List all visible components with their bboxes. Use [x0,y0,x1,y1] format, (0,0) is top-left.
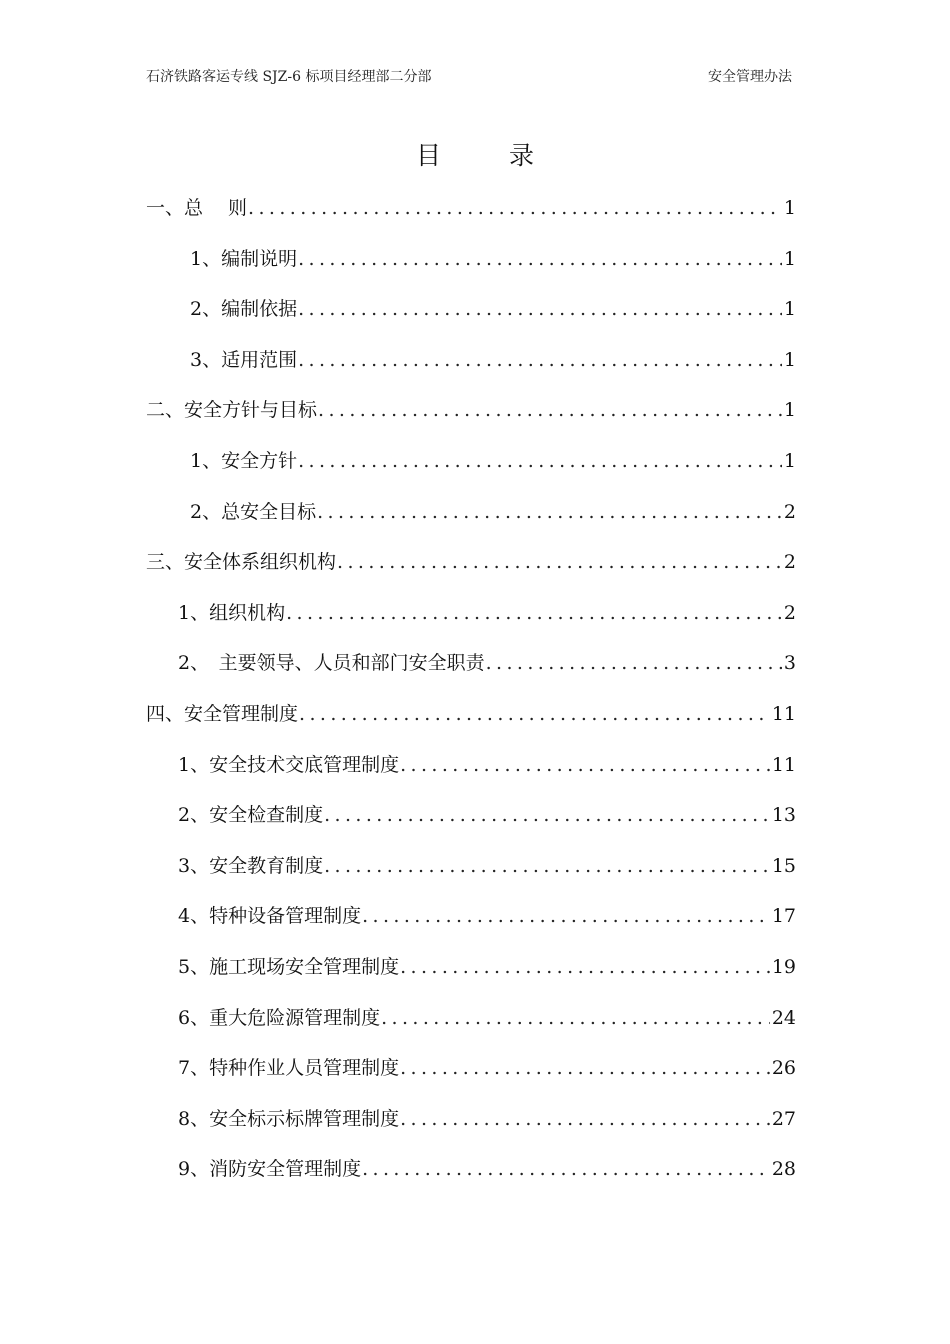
toc-dot-leader [324,848,770,884]
toc-dot-leader [298,342,782,378]
toc-entry-label: 8、安全标示标牌管理制度 [178,1107,400,1130]
toc-entry-page-number: 3 [783,652,796,675]
toc-dot-leader [298,291,782,327]
toc-entry[interactable] [178,797,796,833]
toc-entry[interactable] [178,949,796,985]
toc-entry-label: 5、施工现场安全管理制度 [178,956,400,978]
toc-entry-page-number: 19 [771,956,796,978]
toc-dot-leader [400,747,770,783]
toc-entry-label: 1、安全技术交底管理制度 [178,753,400,776]
toc-entry-label: 1、组织机构 [178,601,286,624]
toc-dot-leader [298,241,782,277]
header-right-text: 安全管理办法 [708,69,792,85]
toc-entry[interactable] [178,595,796,631]
toc-entry[interactable] [146,190,796,226]
toc-entry-label: 四、安全管理制度 [146,703,299,725]
toc-entry[interactable] [190,494,796,530]
toc-dot-leader [324,797,770,833]
toc-dot-leader [318,392,782,428]
toc-entry-label: 6、重大危险源管理制度 [178,1006,381,1029]
toc-entry-label: 3、适用范围 [190,348,298,371]
toc-entry[interactable] [146,392,796,428]
toc-entry[interactable] [190,342,796,378]
toc-entry[interactable] [190,241,796,277]
toc-entry-label: 二、安全方针与目标 [146,399,318,422]
toc-entry-label: 三、安全体系组织机构 [146,551,337,574]
toc-dot-leader [317,494,782,530]
toc-entry-label: 1、编制说明 [190,247,298,270]
toc-entry[interactable] [178,747,796,783]
toc-dot-leader [400,949,770,985]
toc-dot-leader [298,443,782,479]
toc-entry-page-number: 24 [771,1006,796,1029]
toc-entry[interactable] [190,443,796,479]
toc-entry-page-number: 1 [783,247,796,270]
toc-entry-page-number: 2 [783,601,796,624]
toc-entry-page-number: 1 [783,399,796,422]
toc-entry-page-number: 26 [771,1057,796,1080]
toc-entry[interactable] [178,645,796,681]
toc-title: 目 录 [416,141,564,170]
toc-entry-label: 3、安全教育制度 [178,854,324,877]
toc-entry-page-number: 2 [783,500,796,523]
toc-entry-page-number: 1 [783,348,796,371]
toc-entry-label: 2、总安全目标 [190,500,317,523]
toc-dot-leader [486,645,782,681]
toc-entry-page-number: 27 [771,1107,796,1130]
toc-entry[interactable] [178,1101,796,1137]
toc-entry-page-number: 2 [783,551,796,574]
toc-entry[interactable] [178,898,796,934]
toc-entry-page-number: 1 [783,450,796,472]
toc-entry-label: 2、 主要领导、人员和部门安全职责 [178,652,485,675]
toc-dot-leader [362,1151,770,1187]
toc-entry[interactable] [178,1000,796,1036]
toc-entry[interactable] [146,544,796,580]
toc-entry[interactable] [178,848,796,884]
toc-dot-leader [381,1000,770,1036]
toc-entry-page-number: 17 [771,905,796,928]
toc-dot-leader [248,190,782,226]
toc-dot-leader [400,1101,770,1137]
toc-dot-leader [299,696,770,732]
header-left-text: 石济铁路客运专线 SJZ-6 标项目经理部二分部 [146,69,432,85]
toc-dot-leader [362,898,770,934]
toc-entry-page-number: 11 [771,703,796,725]
toc-entry-label: 9、消防安全管理制度 [178,1158,362,1181]
toc-entry-page-number: 1 [783,197,796,219]
toc-entry[interactable] [146,696,796,732]
toc-dot-leader [286,595,782,631]
toc-entry-page-number: 13 [771,804,796,827]
toc-entry-label: 2、编制依据 [190,298,298,321]
toc-entry-label: 7、特种作业人员管理制度 [178,1057,400,1080]
toc-dot-leader [337,544,782,580]
toc-dot-leader [400,1050,770,1086]
toc-entry[interactable] [178,1050,796,1086]
toc-entry-label: 1、安全方针 [190,450,298,472]
toc-entry[interactable] [190,291,796,327]
toc-entry-label: 2、安全检查制度 [178,804,324,827]
toc-entry-label: 4、特种设备管理制度 [178,905,362,928]
toc-entry-page-number: 1 [783,298,796,321]
toc-entry-page-number: 11 [771,753,796,776]
toc-entry-label: 一、总 则 [146,197,248,219]
toc-entry[interactable] [178,1151,796,1187]
toc-entry-page-number: 15 [771,854,796,877]
toc-entry-page-number: 28 [771,1158,796,1181]
